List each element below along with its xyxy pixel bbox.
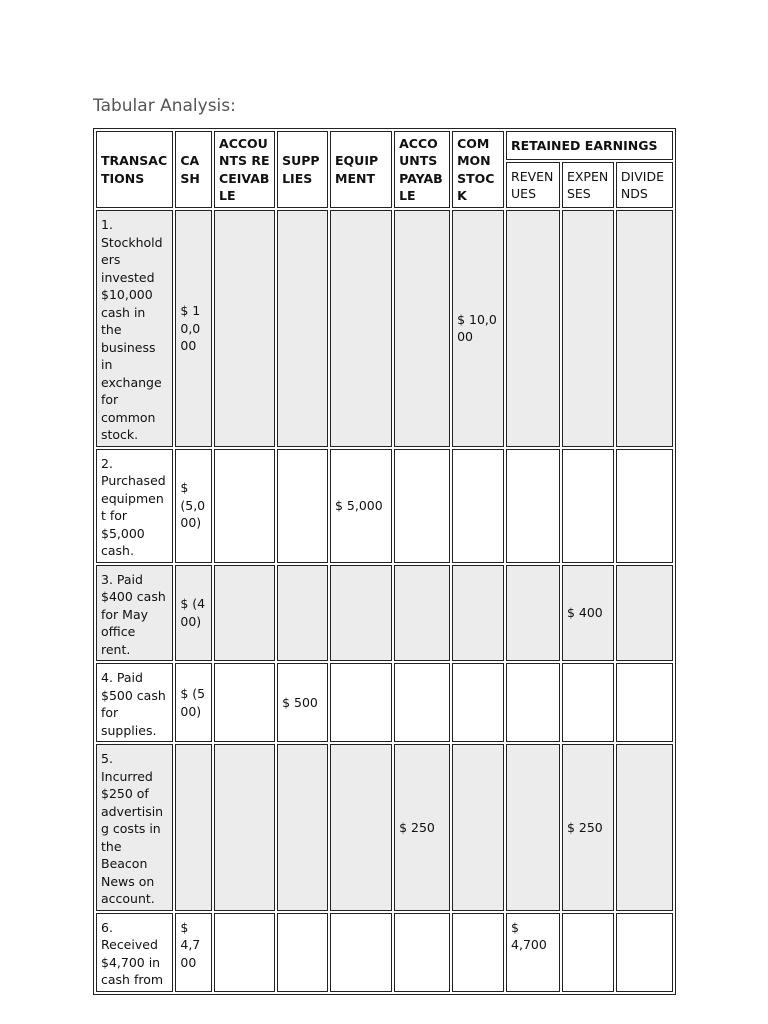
dividends-cell	[616, 449, 673, 563]
table-row	[96, 744, 673, 911]
common-stock-cell	[452, 565, 504, 662]
accounts-payable-cell	[394, 663, 450, 742]
supplies-cell	[277, 449, 328, 563]
supplies-cell	[277, 210, 328, 447]
header-dividends: DIVIDENDS	[616, 162, 673, 208]
equipment-cell	[330, 913, 392, 992]
transaction-cell: 4. Paid $500 cash for supplies.	[96, 663, 173, 742]
transaction-cell: 6. Received $4,700 in cash from	[96, 913, 173, 992]
cash-cell: $ (400)	[175, 565, 212, 662]
revenues-cell	[506, 744, 560, 911]
expenses-cell	[562, 663, 614, 742]
transaction-cell: 5. Incurred $250 of advertising costs in the Beacon News on account.	[96, 744, 173, 911]
header-equipment: EQUIPMENT	[330, 131, 392, 208]
accounts-payable-cell: $ 250	[394, 744, 450, 911]
common-stock-cell: $ 10,000	[452, 210, 504, 447]
revenues-cell	[506, 565, 560, 662]
supplies-cell: $ 500	[277, 663, 328, 742]
supplies-cell	[277, 744, 328, 911]
expenses-cell	[562, 210, 614, 447]
equipment-cell	[330, 663, 392, 742]
expenses-cell: $ 250	[562, 744, 614, 911]
cash-cell: $ 4,700	[175, 913, 212, 992]
cash-cell: $ (5,000)	[175, 449, 212, 563]
header-accounts-receivable: ACCOUNTS RECEIVABLE	[214, 131, 275, 208]
accounts-receivable-cell	[214, 565, 275, 662]
expenses-cell	[562, 913, 614, 992]
revenues-cell: $ 4,700	[506, 913, 560, 992]
table-row	[96, 210, 673, 447]
cash-cell	[175, 744, 212, 911]
revenues-cell	[506, 449, 560, 563]
page-title: Tabular Analysis:	[93, 96, 236, 116]
header-common-stock: COMMON STOCK	[452, 131, 504, 208]
dividends-cell	[616, 744, 673, 911]
equipment-cell	[330, 210, 392, 447]
common-stock-cell	[452, 663, 504, 742]
dividends-cell	[616, 913, 673, 992]
revenues-cell	[506, 210, 560, 447]
accounts-receivable-cell	[214, 913, 275, 992]
accounts-payable-cell	[394, 913, 450, 992]
table-row	[96, 565, 673, 662]
revenues-cell	[506, 663, 560, 742]
dividends-cell	[616, 663, 673, 742]
header-revenues: REVENUES	[506, 162, 560, 208]
accounts-receivable-cell	[214, 744, 275, 911]
dividends-cell	[616, 210, 673, 447]
common-stock-cell	[452, 449, 504, 563]
header-cash: CASH	[175, 131, 212, 208]
supplies-cell	[277, 565, 328, 662]
accounts-receivable-cell	[214, 449, 275, 563]
accounts-payable-cell	[394, 449, 450, 563]
equipment-cell: $ 5,000	[330, 449, 392, 563]
transaction-cell: 2. Purchased equipment for $5,000 cash.	[96, 449, 173, 563]
tabular-analysis-table	[93, 128, 676, 995]
accounts-payable-cell	[394, 565, 450, 662]
cash-cell: $ (500)	[175, 663, 212, 742]
header-retained-earnings: RETAINED EARNINGS	[506, 131, 673, 160]
header-accounts-payable: ACCOUNTS PAYABLE	[394, 131, 450, 208]
table-row	[96, 913, 673, 992]
common-stock-cell	[452, 913, 504, 992]
accounts-payable-cell	[394, 210, 450, 447]
accounts-receivable-cell	[214, 210, 275, 447]
equipment-cell	[330, 744, 392, 911]
table-row	[96, 449, 673, 563]
header-expenses: EXPENSES	[562, 162, 614, 208]
equipment-cell	[330, 565, 392, 662]
cash-cell: $ 10,000	[175, 210, 212, 447]
accounts-receivable-cell	[214, 663, 275, 742]
expenses-cell	[562, 449, 614, 563]
transaction-cell: 1. Stockholders invested $10,000 cash in the business in exchange for common stock.	[96, 210, 173, 447]
common-stock-cell	[452, 744, 504, 911]
header-transactions: TRANSACTIONS	[96, 131, 173, 208]
expenses-cell: $ 400	[562, 565, 614, 662]
table-row	[96, 663, 673, 742]
supplies-cell	[277, 913, 328, 992]
header-supplies: SUPPLIES	[277, 131, 328, 208]
transaction-cell: 3. Paid $400 cash for May office rent.	[96, 565, 173, 662]
dividends-cell	[616, 565, 673, 662]
